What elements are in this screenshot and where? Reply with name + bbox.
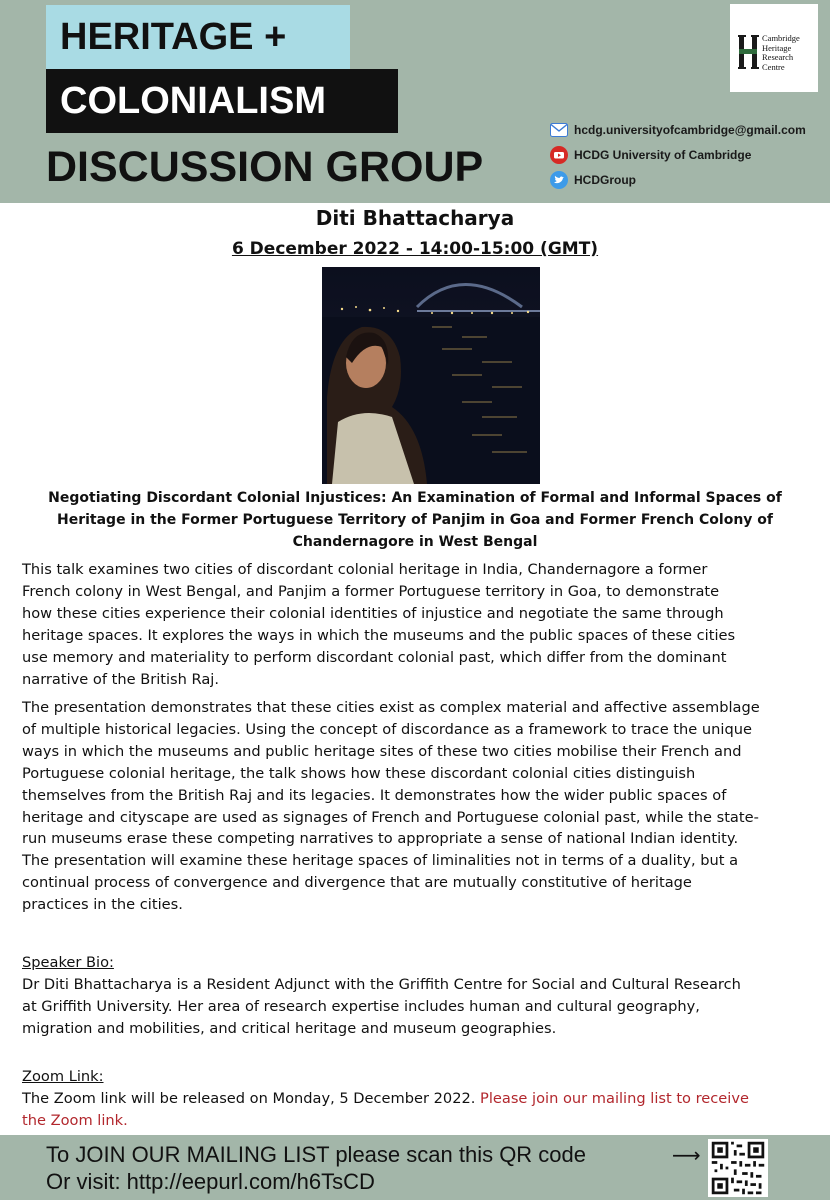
- speaker-bio-label: Speaker Bio:: [22, 954, 114, 971]
- join-mailing-list-text: To JOIN OUR MAILING LIST please scan this QR code: [46, 1142, 587, 1167]
- speaker-name: Diti Bhattacharya: [315, 206, 515, 230]
- footer-banner: [0, 1135, 830, 1200]
- contact-list: [550, 118, 806, 193]
- speaker-photo: [322, 267, 540, 484]
- zoom-link-info: [22, 1088, 812, 1132]
- event-date: 6 December 2022 - 14:00-15:00 (GMT): [231, 239, 599, 259]
- mailing-list-prompt-cont: the Zoom link.: [22, 1111, 128, 1129]
- logo-h-icon: [738, 34, 760, 70]
- cambridge-heritage-logo: [730, 4, 818, 92]
- abstract-paragraph-2: The presentation demonstrates that these cities exist as complex material and affective assemblage of multiple historical legacies. Using the concept of discordance as a framework to trace the unique ways in which the museums and public heritage sites of these two cities mobilise their French and Portuguese colonial heritage, the talk shows how these discordant colonial cities distinguish themselves from the British Raj and its legacies. It demonstrates how the wider public spaces of heritage and cityscape are used as signages of French and Portuguese colonial past, while the state- run museums erase these competing narratives to appropriate a sense of national Indian identity. The presentation will examine these heritage spaces of liminalities not in terms of a duality, but a continual process of convergence and divergence that are mutually constitutive of heritage practices in the cities.: [22, 699, 760, 914]
- twitter-icon: [550, 171, 568, 189]
- logo-text: Cambridge Heritage Research Centre: [762, 33, 800, 72]
- contact-email-text[interactable]: hcdg.universityofcambridge@gmail.com: [574, 123, 806, 137]
- contact-twitter[interactable]: [550, 168, 806, 192]
- contact-email[interactable]: [550, 118, 806, 142]
- arrow-right-icon: ⟶: [672, 1143, 701, 1167]
- email-icon: [550, 121, 568, 139]
- mailing-list-url[interactable]: Or visit: http://eepurl.com/h6TsCD: [46, 1169, 375, 1194]
- contact-youtube-text[interactable]: HCDG University of Cambridge: [574, 148, 752, 162]
- mailing-list-prompt: Please join our mailing list to receive: [480, 1090, 749, 1107]
- title-heritage: HERITAGE +: [46, 5, 350, 69]
- title-discussion-group: DISCUSSION GROUP: [46, 143, 484, 191]
- abstract-paragraph-1: This talk examines two cities of discordant colonial heritage in India, Chandernagore a former French colony in West Bengal, and Panjim a former Portuguese territory in Goa, to demonstrate how these cities experience their colonial identities of injustice and negotiate the same through heritage spaces. It explores the ways in which the museums and the public spaces of these cities use memory and materiality to perform discordant colonial past, which differ from the dominant narrative of the British Raj.: [22, 561, 736, 688]
- contact-twitter-text[interactable]: HCDGroup: [574, 173, 636, 187]
- zoom-release-text: The Zoom link will be released on Monday, 5 December 2022.: [22, 1090, 481, 1107]
- qr-code-icon[interactable]: [708, 1139, 768, 1197]
- speaker-bio: Dr Diti Bhattacharya is a Resident Adjunct with the Griffith Centre for Social and Cultural Research at Griffith University. Her area of research expertise includes human and cultural geography, migration and mobilities, and critical heritage and museum geographies.: [22, 976, 741, 1037]
- youtube-icon: [550, 146, 568, 164]
- title-colonialism: COLONIALISM: [46, 69, 398, 133]
- zoom-link-label: Zoom Link:: [22, 1068, 104, 1085]
- contact-youtube[interactable]: [550, 143, 806, 167]
- header-banner: [0, 0, 830, 203]
- talk-title: Negotiating Discordant Colonial Injustices: An Examination of Formal and Informal Spaces of Heritage in the Former Portuguese Territory of Panjim in Goa and Former French Colony of Chandernagore in West Bengal: [48, 490, 782, 550]
